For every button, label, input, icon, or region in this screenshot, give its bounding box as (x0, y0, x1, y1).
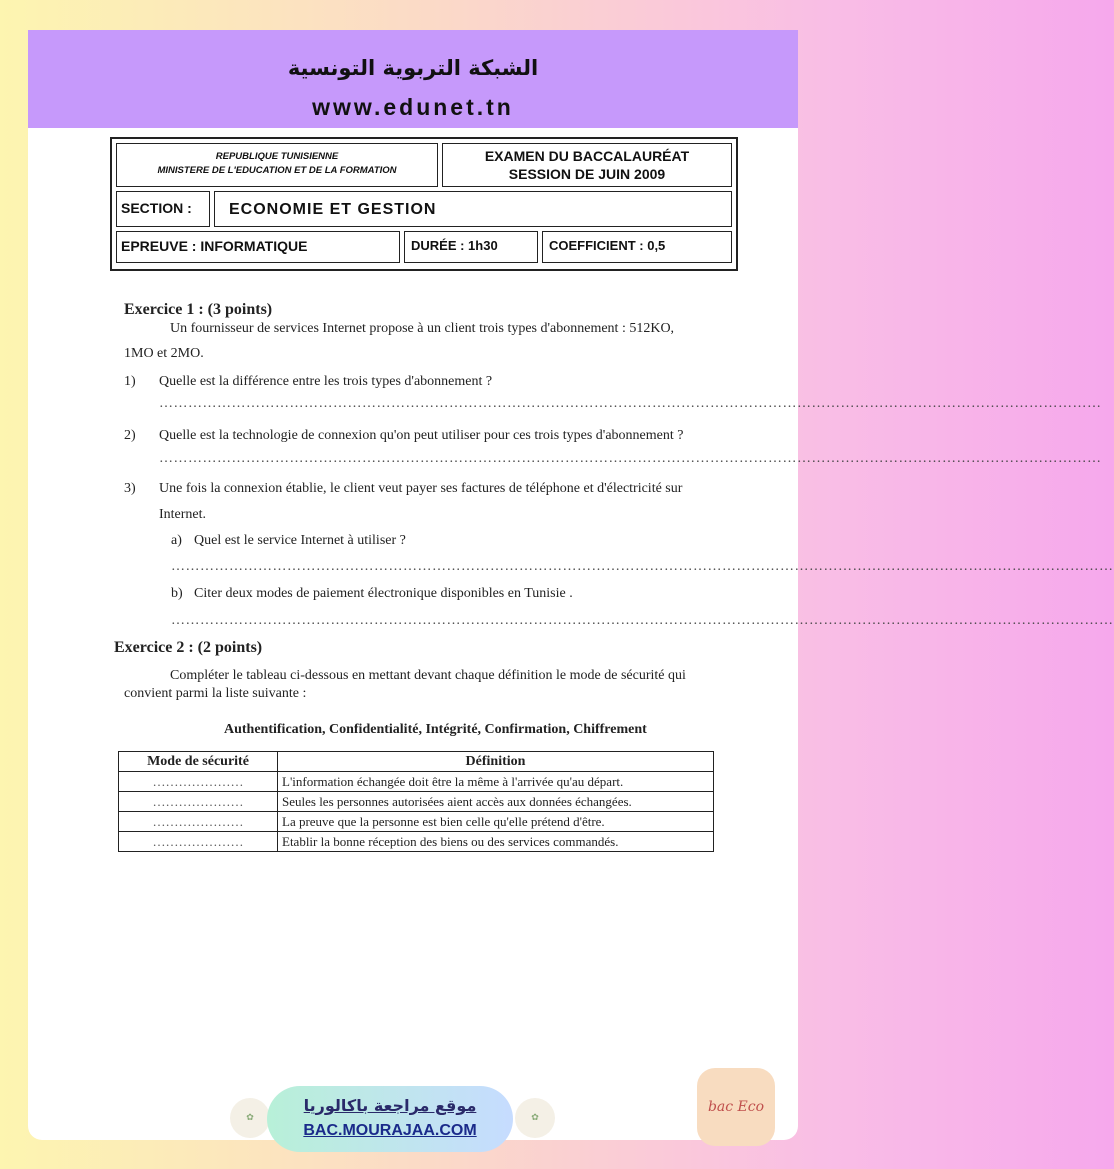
exercise2-intro-line1: Compléter le tableau ci-dessous en mettant devant chaque définition le mode de sécurité qui (170, 668, 686, 683)
exam-content (28, 30, 1114, 1140)
q2-number: 2) (124, 428, 136, 443)
exercise1-intro-line1: Un fournisseur de services Internet propose à un client trois types d'abonnement : 512KO, (170, 321, 675, 336)
header-definition: Définition (278, 752, 714, 772)
definition-cell: Etablir la bonne réception des biens ou des services commandés. (278, 832, 714, 852)
qa-text: Quel est le service Internet à utiliser ? (194, 533, 406, 548)
header-mode: Mode de sécurité (119, 752, 278, 772)
exam-session: SESSION DE JUIN 2009 (508, 166, 666, 182)
definition-cell: Seules les personnes autorisées aient accès aux données échangées. (278, 792, 714, 812)
bac-eco-badge: bac Eco (697, 1068, 775, 1146)
section-label: SECTION : (121, 200, 192, 216)
epreuve-label: EPREUVE : INFORMATIQUE (121, 238, 308, 254)
definition-cell: La preuve que la personne est bien celle qu'elle prétend d'être. (278, 812, 714, 832)
qb-answer-line[interactable]: …………………………………………………………………………………………………………………………………………………………………………… (171, 613, 1114, 628)
exercise1-intro-line2: 1MO et 2MO. (124, 346, 204, 361)
qb-label: b) (171, 586, 183, 601)
exercise2-intro-line2: convient parmi la liste suivante : (124, 686, 307, 701)
banner-arabic-title: الشبكة التربوية التونسية (287, 56, 539, 80)
definition-cell: L'information échangée doit être la même à l'arrivée qu'au départ. (278, 772, 714, 792)
banner-url[interactable]: www.edunet.tn (312, 94, 514, 120)
mode-answer-cell[interactable]: ………………… (119, 832, 278, 852)
qa-label: a) (171, 533, 182, 548)
security-modes-list: Authentification, Confidentialité, Intégrité, Confirmation, Chiffrement (224, 722, 647, 737)
table-header-row (119, 752, 714, 772)
q2-answer-line[interactable]: …………………………………………………………………………………………………………………………………………………………………………… (159, 451, 1102, 466)
table-row (119, 792, 714, 812)
qa-answer-line[interactable]: …………………………………………………………………………………………………………………………………………………………………………… (171, 559, 1114, 574)
q3-text-line1: Une fois la connexion établie, le client veut payer ses factures de téléphone et d'électricité sur (159, 481, 683, 496)
republic-label: REPUBLIQUE TUNISIENNE (215, 151, 339, 162)
qb-text: Citer deux modes de paiement électronique disponibles en Tunisie . (194, 586, 573, 601)
security-table (118, 751, 714, 852)
site-logo-left-icon: ✿ (230, 1098, 270, 1138)
page-sheet (28, 30, 1114, 1140)
q2-text: Quelle est la technologie de connexion qu'on peut utiliser pour ces trois types d'abonnement ? (159, 428, 684, 443)
ministry-label: MINISTERE DE L'EDUCATION ET DE LA FORMATION (157, 165, 397, 176)
footer-site-badge[interactable] (267, 1086, 513, 1152)
footer-url-link[interactable]: BAC.MOURAJAA.COM (303, 1122, 477, 1139)
duree-label: DURÉE : 1h30 (411, 238, 498, 253)
exercise1-title: Exercice 1 : (3 points) (124, 301, 273, 318)
q1-number: 1) (124, 374, 136, 389)
coefficient-label: COEFFICIENT : 0,5 (549, 238, 666, 253)
mode-answer-cell[interactable]: ………………… (119, 812, 278, 832)
table-row (119, 812, 714, 832)
site-logo-right-icon: ✿ (515, 1098, 555, 1138)
exam-title: EXAMEN DU BACCALAURÉAT (484, 148, 690, 164)
q1-text: Quelle est la différence entre les trois types d'abonnement ? (159, 374, 493, 389)
q1-answer-line[interactable]: …………………………………………………………………………………………………………………………………………………………………………… (159, 396, 1102, 411)
table-row (119, 832, 714, 852)
q3-text-line2: Internet. (159, 507, 207, 522)
mode-answer-cell[interactable]: ………………… (119, 792, 278, 812)
exercise2-title: Exercice 2 : (2 points) (114, 639, 263, 656)
mode-answer-cell[interactable]: ………………… (119, 772, 278, 792)
footer-arabic-site[interactable]: موقع مراجعة باكالوريا (303, 1096, 477, 1115)
table-row (119, 772, 714, 792)
section-value: ECONOMIE ET GESTION (229, 201, 437, 218)
q3-number: 3) (124, 481, 136, 496)
